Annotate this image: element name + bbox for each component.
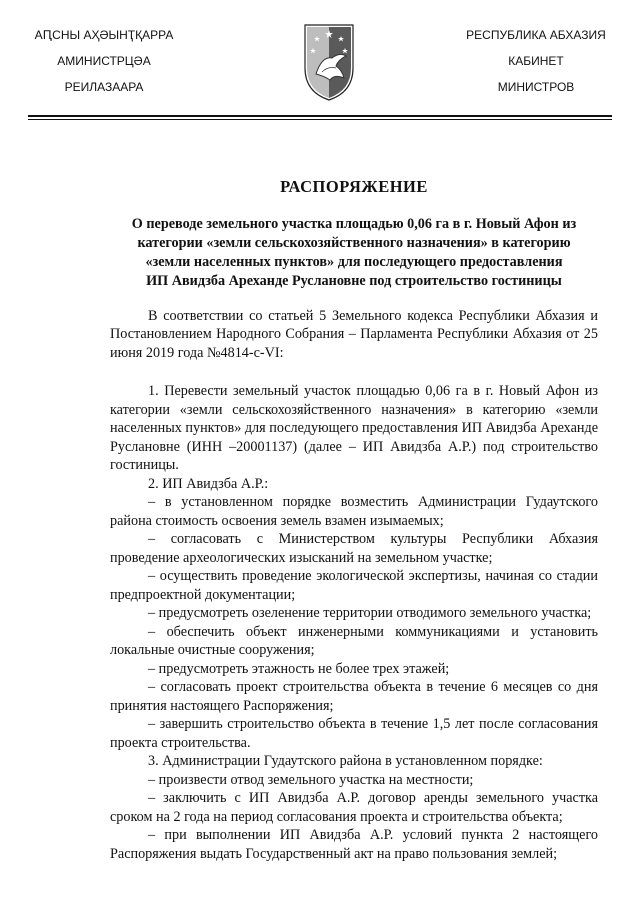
- letterhead-right-line-1: РЕСПУБЛИКА АБХАЗИЯ: [466, 28, 606, 42]
- clause-2-item: – предусмотреть озеленение территории отводимого земельного участка;: [148, 605, 592, 621]
- header-divider-thin: [28, 119, 612, 120]
- clause-2-item: – согласовать с Министерством культуры Республики Абхазия проведение археологических изысканий на земельном участке;: [110, 531, 598, 566]
- document-subject: [110, 215, 598, 291]
- letterhead-right-line-2: КАБИНЕТ: [508, 54, 564, 68]
- letterhead-left-line-1: АԤСНЫ АҲӘЫНҬҚАРРА: [34, 28, 174, 42]
- subject-line-2: категории «земли сельскохозяйственного назначения» в категорию: [137, 234, 571, 251]
- clause-1: 1. Перевести земельный участок площадью 0,06 га в г. Новый Афон из категории «земли сельскохозяйственного назначения» в категорию «земли населенных пунктов» для последующего предоставления ИП Авидзба Арехандe Руслановне (ИНН –20001137) (далее – ИП Авидзба А.Р.) под строительство гостиницы.: [110, 383, 598, 473]
- letterhead-left-line-2: АМИНИСТРЦӘА: [57, 54, 151, 68]
- clause-2-heading: 2. ИП Авидзба А.Р.:: [148, 475, 269, 492]
- clause-2-item: – завершить строительство объекта в течение 1,5 лет после согласования проекта строительства.: [110, 716, 598, 751]
- letterhead-right-line-3: МИНИСТРОВ: [497, 80, 575, 94]
- clause-3-heading: 3. Администрации Гудаутского района в установленном порядке:: [148, 753, 543, 769]
- header-divider-thick: [28, 115, 612, 117]
- clause-2-item: – осуществить проведение экологической экспертизы, начиная со стадии предпроектной документации;: [110, 568, 598, 603]
- preamble: В соответствии со статьей 5 Земельного кодекса Республики Абхазия и Постановлением Народного Собрания – Парламента Республики Абхазия от 25 июня 2019 года №4814-с-VI:: [110, 307, 598, 361]
- clause-2-item: – обеспечить объект инженерными коммуникациями и установить локальные очистные сооружения;: [110, 623, 598, 658]
- coat-of-arms-icon: [302, 22, 356, 102]
- letterhead: [0, 0, 640, 120]
- clause-2-item: – согласовать проект строительства объекта в течение 6 месяцев со дня принятия настоящего Распоряжения;: [110, 679, 598, 714]
- clause-3-item: – произвести отвод земельного участка на местности;: [148, 771, 474, 788]
- clause-2-item: – в установленном порядке возместить Администрации Гудаутского района стоимость освоения земель взамен изымаемых;: [110, 494, 598, 529]
- subject-line-1: О переводе земельного участка площадью 0,06 га в г. Новый Афон из: [131, 215, 577, 232]
- letterhead-left-abkhaz: [4, 28, 204, 106]
- clause-3-item: – при выполнении ИП Авидзба А.Р. условий пункта 2 настоящего Распоряжения выдать Государственный акт на право пользования землей;: [110, 827, 598, 862]
- subject-line-3: «земли населенных пунктов» для последующего предоставления: [145, 253, 563, 270]
- paragraph-gap: [110, 362, 598, 382]
- clause-3-item: – заключить с ИП Авидзба А.Р. договор аренды земельного участка сроком на 2 года на период согласования проекта и строительства объекта;: [110, 790, 598, 825]
- subject-line-4: ИП Авидзба Арехандe Руслановне под строительство гостиницы: [146, 272, 562, 289]
- clause-2-item: – предусмотреть этажность не более трех этажей;: [148, 660, 450, 677]
- document-body: [110, 178, 598, 863]
- letterhead-right-russian: [436, 28, 636, 106]
- document-title: РАСПОРЯЖЕНИЕ: [280, 177, 428, 196]
- letterhead-left-line-3: РЕИЛАЗААРА: [64, 80, 144, 94]
